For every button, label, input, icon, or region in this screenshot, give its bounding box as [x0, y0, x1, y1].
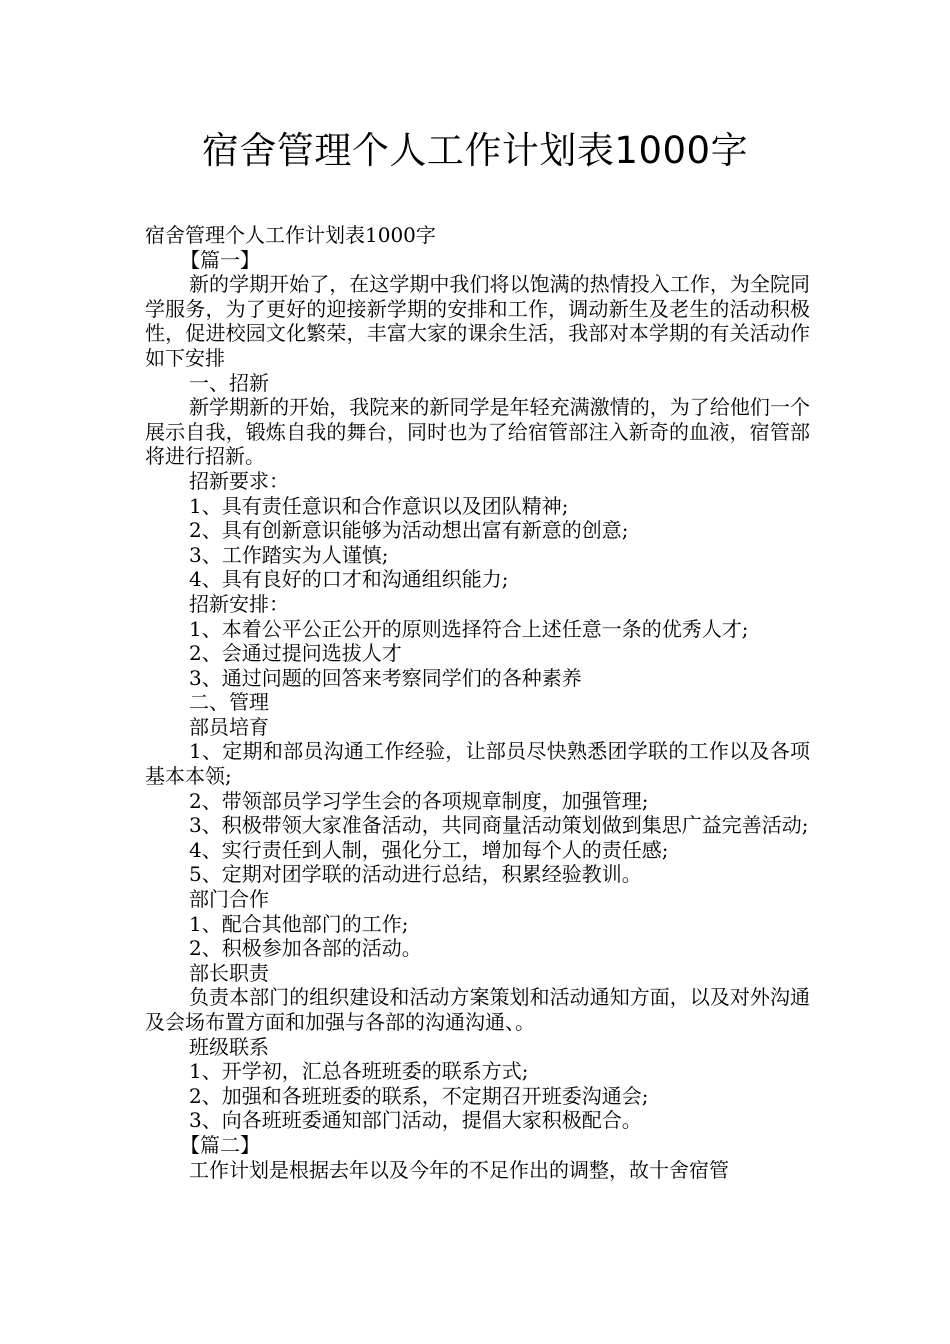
body-paragraph: 3、通过问题的回答来考察同学们的各种素养: [189, 665, 582, 690]
body-paragraph: 宿舍管理个人工作计划表1000字: [145, 223, 436, 247]
body-paragraph: 3、向各班班委通知部门活动，提倡大家积极配合。: [189, 1108, 642, 1133]
body-paragraph: 1、开学初，汇总各班班委的联系方式;: [189, 1059, 529, 1084]
body-paragraph: 1、定期和部员沟通工作经验，让部员尽快熟悉团学联的工作以及各项基本本领;: [145, 739, 810, 789]
section-heading: 【篇一】: [180, 247, 260, 272]
body-paragraph: 1、具有责任意识和合作意识以及团队精神;: [189, 493, 569, 518]
body-paragraph: 新学期新的开始，我院来的新同学是年轻充满激情的，为了给他们一个展示自我，锻炼自我的舞台，同时也为了给宿管部注入新奇的血液，宿管部将进行招新。: [145, 395, 810, 469]
body-paragraph: 5、定期对团学联的活动进行总结，积累经验教训。: [189, 862, 642, 887]
body-paragraph: 二、管理: [189, 690, 269, 715]
body-paragraph: 3、工作踏实为人谨慎;: [189, 542, 389, 567]
body-paragraph: 4、实行责任到人制，强化分工，增加每个人的责任感;: [189, 837, 669, 862]
body-paragraph: 2、积极参加各部的活动。: [189, 936, 422, 961]
document-body: [145, 223, 810, 1182]
document-title: 宿舍管理个人工作计划表1000字: [201, 129, 749, 172]
body-paragraph: 班级联系: [189, 1034, 269, 1059]
body-paragraph: 招新安排：: [189, 591, 289, 616]
body-paragraph: 2、加强和各班班委的联系，不定期召开班委沟通会;: [189, 1083, 649, 1108]
body-paragraph: 1、配合其他部门的工作;: [189, 911, 409, 936]
body-paragraph: 招新要求：: [189, 468, 289, 493]
section-heading: 【篇二】: [180, 1132, 260, 1157]
body-paragraph: 部长职责: [189, 960, 269, 985]
body-paragraph: 2、带领部员学习学生会的各项规章制度，加强管理;: [189, 788, 649, 813]
body-paragraph: 部员培育: [189, 714, 269, 739]
body-paragraph: 负责本部门的组织建设和活动方案策划和活动通知方面，以及对外沟通及会场布置方面和加强与各部的沟通沟通、。: [145, 985, 810, 1034]
body-paragraph: 2、具有创新意识能够为活动想出富有新意的创意;: [189, 518, 629, 543]
body-paragraph: 一、招新: [189, 370, 269, 395]
body-paragraph: 部门合作: [189, 887, 269, 912]
body-paragraph: 工作计划是根据去年以及今年的不足作出的调整，故十舍宿管: [189, 1157, 729, 1182]
body-paragraph: 新的学期开始了，在这学期中我们将以饱满的热情投入工作，为全院同学服务，为了更好的迎接新学期的安排和工作，调动新生及老生的活动积极性，促进校园文化繁荣，丰富大家的课余生活，我部对本学期的有关活动作如下安排: [145, 272, 810, 370]
body-paragraph: 1、本着公平公正公开的原则选择符合上述任意一条的优秀人才;: [189, 616, 749, 641]
body-paragraph: 3、积极带领大家准备活动，共同商量活动策划做到集思广益完善活动;: [189, 813, 809, 838]
body-paragraph: 2、会通过提问选拔人才: [189, 641, 402, 666]
body-paragraph: 4、具有良好的口才和沟通组织能力;: [189, 567, 509, 592]
